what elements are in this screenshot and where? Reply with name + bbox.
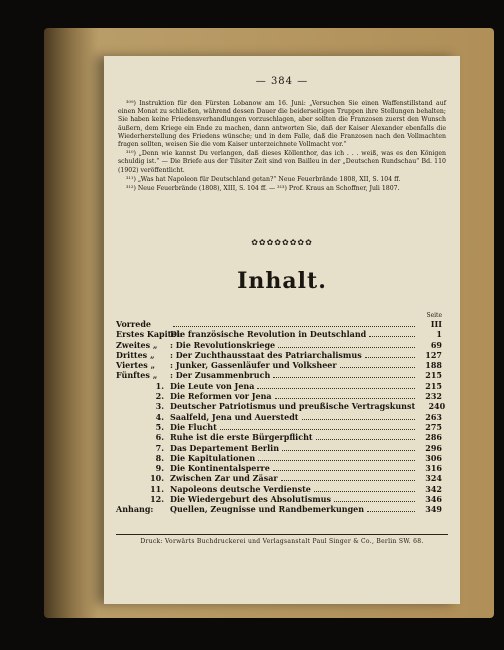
page-number: — 384 — <box>255 76 309 87</box>
footnote: ³¹²) Neue Feuerbrände (1808), XIII, S. 104 ff. — ³¹³) Prof. Kraus an Schoffner, Juli 1807. <box>126 185 400 193</box>
toc-entry-title: Quellen, Zeugnisse und Randbemerkungen <box>170 504 365 515</box>
toc-page-number: 263 <box>425 411 442 422</box>
toc-dot-leader <box>302 419 416 420</box>
seite-column-label: Seite <box>426 312 442 319</box>
toc-entry-label: 6. <box>155 432 164 443</box>
toc-page-number: 316 <box>425 463 442 474</box>
toc-entry-label: Vorrede <box>116 319 152 329</box>
toc-dot-leader <box>334 501 415 502</box>
toc-entry-label: Zweites „ <box>116 339 158 350</box>
toc-page-number: 1 <box>436 329 442 340</box>
toc-dot-leader <box>278 347 415 348</box>
toc-page-number: 215 <box>425 380 442 391</box>
toc-dot-leader <box>258 460 415 461</box>
toc-page-number: 127 <box>425 349 442 360</box>
toc-page-number: 275 <box>425 421 442 432</box>
toc-entry-label: 10. <box>150 473 164 484</box>
ornament-divider: ✿✿✿✿✿✿✿✿ <box>251 238 313 247</box>
toc-entry <box>116 329 442 339</box>
toc-page-number: 286 <box>425 432 442 443</box>
toc-entry-label: 7. <box>155 442 164 453</box>
toc-entry <box>116 381 442 391</box>
toc-entry <box>116 340 442 350</box>
toc-dot-leader <box>367 511 415 512</box>
toc-entry-label: 4. <box>155 411 164 422</box>
footnotes-block <box>118 100 446 194</box>
toc-entry-title: : Der Zuchthausstaat des Patriarchalismus <box>170 349 362 360</box>
toc-entry <box>116 453 442 463</box>
toc-entry <box>116 350 442 360</box>
printer-imprint: Druck: Vorwärts Buchdruckerei und Verlagsanstalt Paul Singer & Co., Berlin SW. 68. <box>140 538 424 545</box>
footnote: ³⁰⁹) Instruktion für den Fürsten Lobanow am 16. Juni: „Versuchen Sie einen Waffenstillstand auf einen Monat zu schließen, während dessen Dauer die beiderseitigen Truppen ihre Stellungen behalten; Sie haben keine Friedensverhandlungen vorzuschlagen, aber sollten die Franzosen zuerst den Wunsch äußern, dem Kriege ein Ende zu machen, dann antworten Sie, daß der Kaiser Alexander ebenfalls die Wiederherstellung des Friedens wünsche; und in dem Falle, daß die Franzosen nach den Vollmachten fragen sollten, weisen Sie die vom Kaiser unterzeichnete Vollmacht vor.“ <box>118 100 446 149</box>
toc-entry-title: Zwischen Zar und Zäsar <box>170 473 278 484</box>
toc-entry-label: 12. <box>150 494 164 505</box>
toc-entry-label: Erstes Kapitel: <box>116 329 183 340</box>
toc-entry-label: 8. <box>155 452 164 463</box>
toc-dot-leader <box>340 367 415 368</box>
toc-entry <box>116 443 442 453</box>
toc-entry <box>116 412 442 422</box>
toc-entry-label: 2. <box>155 391 164 402</box>
toc-dot-leader <box>220 429 415 430</box>
toc-dot-leader <box>173 326 415 327</box>
toc-page-number: 296 <box>425 442 442 453</box>
toc-entry-title: Die französische Revolution in Deutschland <box>170 329 367 340</box>
toc-entry <box>116 432 442 442</box>
toc-entry-label: 3. <box>155 401 164 412</box>
toc-entry-title: Die Reformen vor Jena <box>170 391 272 402</box>
toc-dot-leader <box>257 388 415 389</box>
footnote: ³¹¹) „Was hat Napoleon für Deutschland getan?“ Neue Feuerbrände 1808, XII, S. 104 ff. <box>126 175 401 183</box>
toc-entry-title: Ruhe ist die erste Bürgerpflicht <box>170 432 313 443</box>
toc-page-number: 215 <box>425 370 442 381</box>
toc-entry <box>116 463 442 473</box>
toc-entry <box>116 391 442 401</box>
toc-dot-leader <box>369 336 415 337</box>
toc-entry-title: Die Wiedergeburt des Absolutismus <box>170 494 332 505</box>
toc-page-number: 346 <box>425 494 442 505</box>
toc-page-number: 306 <box>425 452 442 463</box>
toc-entry-title: : Junker, Gassenläufer und Volksheer <box>170 360 337 371</box>
toc-entry-label: 9. <box>155 463 164 474</box>
toc-page-number: 232 <box>425 391 442 402</box>
toc-dot-leader <box>273 470 415 471</box>
toc-entry-title: Das Departement Berlin <box>170 442 280 453</box>
toc-entry <box>116 473 442 483</box>
toc-page-number: 69 <box>430 339 442 350</box>
toc-dot-leader <box>273 377 415 378</box>
toc-page-number: 349 <box>425 504 442 515</box>
toc-dot-leader <box>281 480 415 481</box>
toc-entry-title: Die Flucht <box>170 421 217 432</box>
toc-entry-title: : Der Zusammenbruch <box>170 370 271 381</box>
toc-entry-title: Die Kontinentalsperre <box>170 463 270 474</box>
toc-entry-title: Deutscher Patriotismus und preußische Vertragskunst <box>170 401 416 412</box>
toc-entry-label: 1. <box>155 380 164 391</box>
toc-entry <box>116 360 442 370</box>
toc-entry <box>116 494 442 504</box>
toc-entry-title: Napoleons deutsche Verdienste <box>170 483 311 494</box>
toc-entry-title: Die Leute von Jena <box>170 380 255 391</box>
toc-entry <box>116 370 442 380</box>
contents-title: Inhalt. <box>237 268 327 294</box>
toc-page-number: 188 <box>425 360 442 371</box>
toc-entry-title: Saalfeld, Jena und Auerstedt <box>170 411 299 422</box>
toc-page-number: 240 <box>428 401 446 412</box>
toc-entry <box>116 484 442 494</box>
table-of-contents <box>116 319 446 515</box>
toc-dot-leader <box>314 491 415 492</box>
toc-entry <box>116 504 442 514</box>
toc-page-number: III <box>430 319 442 329</box>
toc-entry <box>116 401 446 412</box>
toc-entry-title: Die Kapitulationen <box>170 452 256 463</box>
toc-entry-label: Drittes „ <box>116 349 155 360</box>
footnote: ³¹⁰) „Denn wie kannst Du verlangen, daß dieses Köllenthor, das ich . . . weiß, was es den Königen schuldig ist.“ — Die Briefe aus der Tilsiter Zeit sind von Bailleu in der „Deutschen Rundschau“ Bd. 110 (1902) veröffentlicht. <box>118 150 446 174</box>
toc-entry-label: Fünftes „ <box>116 370 158 381</box>
toc-entry <box>116 319 442 329</box>
toc-entry <box>116 422 442 432</box>
book-page <box>104 56 460 604</box>
toc-entry-label: 11. <box>150 483 164 494</box>
toc-dot-leader <box>365 357 415 358</box>
toc-dot-leader <box>275 398 415 399</box>
toc-dot-leader <box>316 439 415 440</box>
toc-entry-label: Viertes „ <box>116 360 156 371</box>
toc-page-number: 324 <box>425 473 442 484</box>
toc-dot-leader <box>282 450 415 451</box>
toc-entry-title: : Die Revolutionskriege <box>170 339 276 350</box>
footer-divider <box>116 534 448 535</box>
toc-page-number: 342 <box>425 483 442 494</box>
toc-entry-label: Anhang: <box>116 504 154 515</box>
toc-entry-label: 5. <box>155 421 164 432</box>
